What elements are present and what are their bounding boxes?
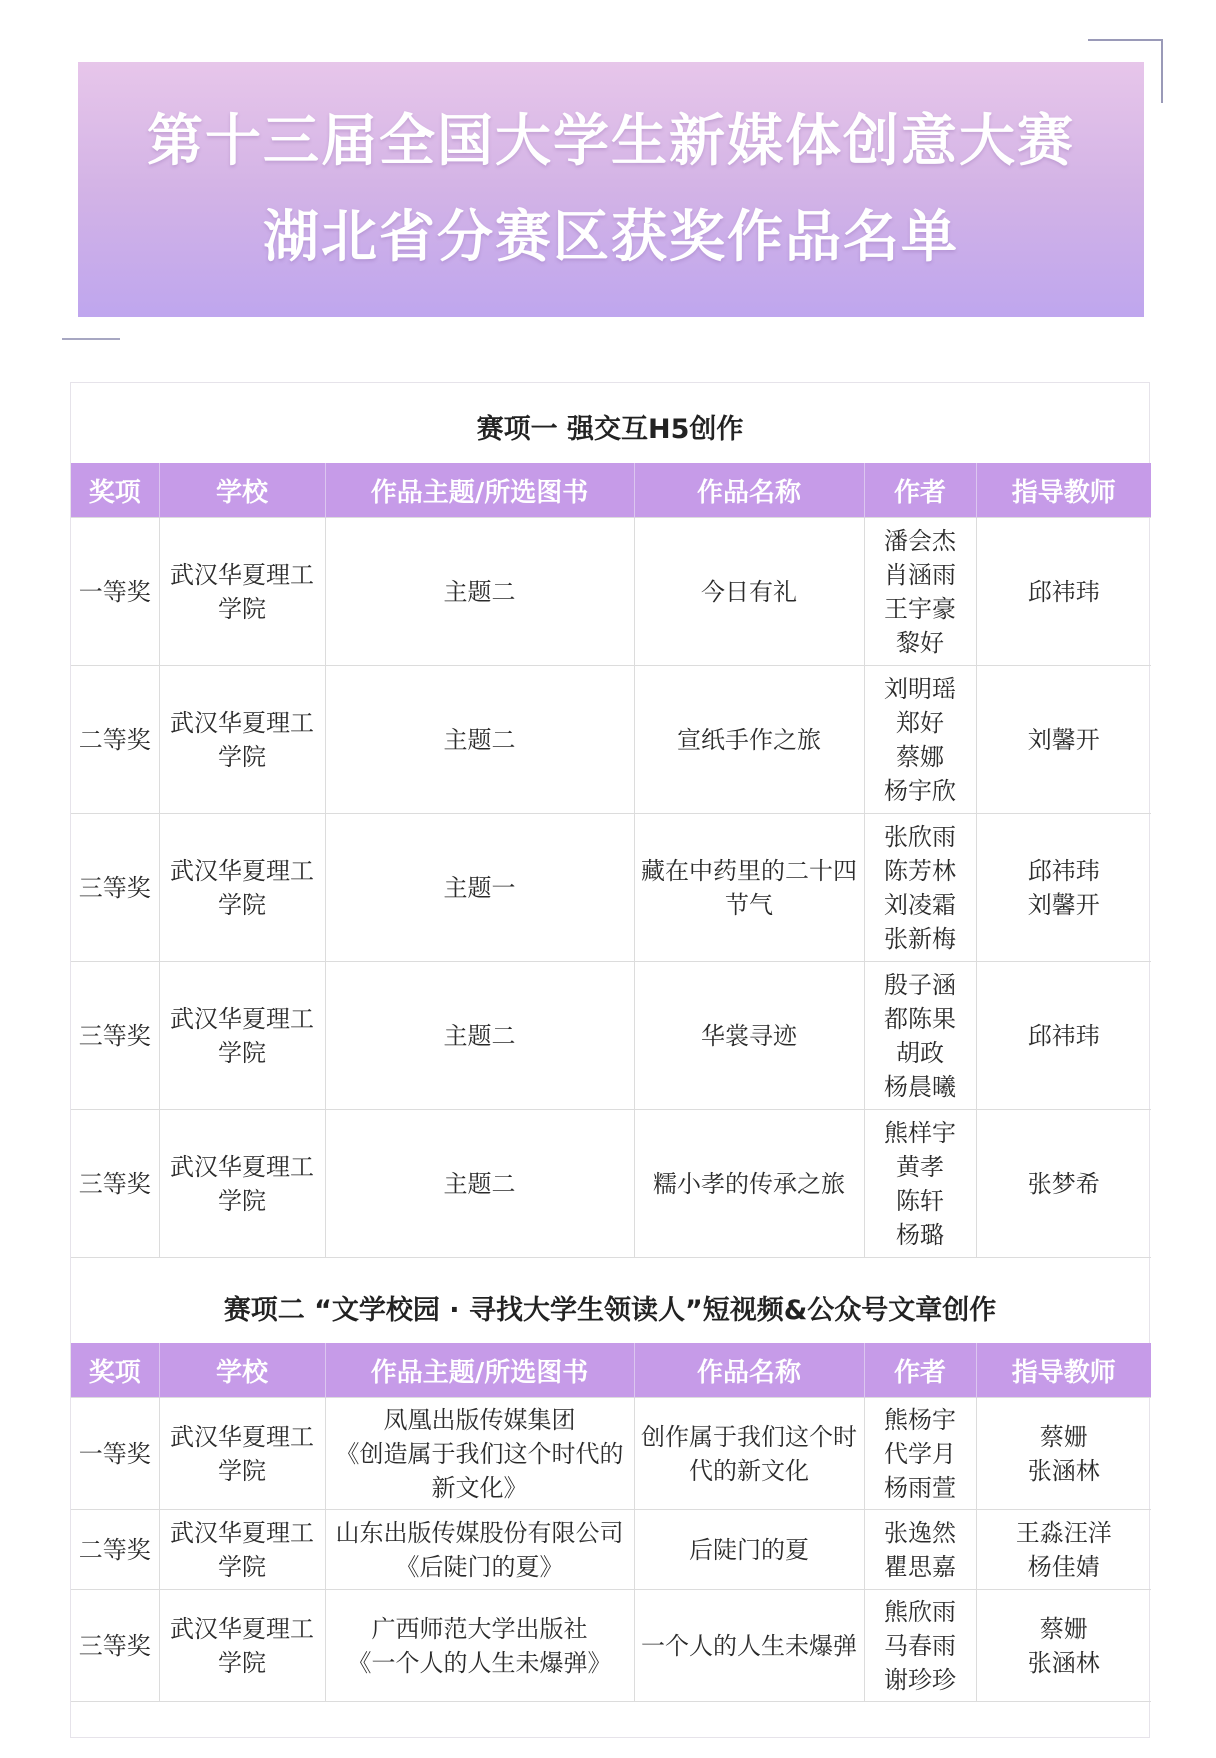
header-work-title: 作品名称 bbox=[634, 1343, 864, 1398]
authors-cell: 潘会杰 肖涵雨 王宇豪 黎好 bbox=[864, 518, 976, 666]
work-title-cell: 今日有礼 bbox=[634, 518, 864, 666]
authors-cell: 张欣雨 陈芳林 刘凌霜 张新梅 bbox=[864, 814, 976, 962]
authors-cell: 熊欣雨 马春雨 谢珍珍 bbox=[864, 1590, 976, 1702]
authors-cell: 殷子涵 都陈果 胡政 杨晨曦 bbox=[864, 962, 976, 1110]
work-title-cell: 藏在中药里的二十四 节气 bbox=[634, 814, 864, 962]
school-cell: 武汉华夏理工 学院 bbox=[159, 1510, 325, 1590]
award-cell: 二等奖 bbox=[71, 666, 159, 814]
header-authors: 作者 bbox=[864, 463, 976, 518]
award-cell: 二等奖 bbox=[71, 1510, 159, 1590]
section-2-table bbox=[71, 1343, 1151, 1702]
award-cell: 三等奖 bbox=[71, 1590, 159, 1702]
school-cell: 武汉华夏理工 学院 bbox=[159, 1110, 325, 1258]
theme-cell: 山东出版传媒股份有限公司 《后陡门的夏》 bbox=[325, 1510, 634, 1590]
header-school: 学校 bbox=[159, 463, 325, 518]
banner-title-line-1: 第十三届全国大学生新媒体创意大赛 bbox=[147, 108, 1075, 174]
table-row bbox=[71, 518, 1151, 666]
teacher-cell: 王淼汪洋 杨佳婧 bbox=[976, 1510, 1151, 1590]
header-theme: 作品主题/所选图书 bbox=[325, 463, 634, 518]
teacher-cell: 蔡姗 张涵林 bbox=[976, 1590, 1151, 1702]
award-cell: 三等奖 bbox=[71, 814, 159, 962]
authors-cell: 熊杨宇 代学月 杨雨萱 bbox=[864, 1398, 976, 1510]
header-award: 奖项 bbox=[71, 463, 159, 518]
teacher-cell: 张梦希 bbox=[976, 1110, 1151, 1258]
work-title-cell: 华裳寻迹 bbox=[634, 962, 864, 1110]
title-banner bbox=[78, 62, 1144, 317]
header-award: 奖项 bbox=[71, 1343, 159, 1398]
school-cell: 武汉华夏理工 学院 bbox=[159, 666, 325, 814]
work-title-cell: 后陡门的夏 bbox=[634, 1510, 864, 1590]
theme-cell: 主题二 bbox=[325, 666, 634, 814]
section-1-table bbox=[71, 463, 1151, 1258]
section-1-title: 赛项一 强交互H5创作 bbox=[476, 414, 744, 445]
work-title-cell: 糯小孝的传承之旅 bbox=[634, 1110, 864, 1258]
table-header-row bbox=[71, 463, 1151, 518]
header-teacher: 指导教师 bbox=[976, 463, 1151, 518]
authors-cell: 张逸然 瞿思嘉 bbox=[864, 1510, 976, 1590]
school-cell: 武汉华夏理工 学院 bbox=[159, 518, 325, 666]
theme-cell: 主题二 bbox=[325, 518, 634, 666]
table-row bbox=[71, 1398, 1151, 1510]
header-authors: 作者 bbox=[864, 1343, 976, 1398]
teacher-cell: 邱祎玮 bbox=[976, 962, 1151, 1110]
teacher-cell: 刘馨开 bbox=[976, 666, 1151, 814]
banner-title-line-2: 湖北省分赛区获奖作品名单 bbox=[263, 204, 959, 270]
table-row bbox=[71, 814, 1151, 962]
theme-cell: 主题二 bbox=[325, 962, 634, 1110]
school-cell: 武汉华夏理工 学院 bbox=[159, 1590, 325, 1702]
table-row bbox=[71, 962, 1151, 1110]
theme-cell: 主题二 bbox=[325, 1110, 634, 1258]
table-row bbox=[71, 1510, 1151, 1590]
award-cell: 三等奖 bbox=[71, 1110, 159, 1258]
header-teacher: 指导教师 bbox=[976, 1343, 1151, 1398]
school-cell: 武汉华夏理工 学院 bbox=[159, 1398, 325, 1510]
authors-cell: 刘明瑶 郑好 蔡娜 杨宇欣 bbox=[864, 666, 976, 814]
awards-sheet bbox=[70, 382, 1150, 1738]
header-school: 学校 bbox=[159, 1343, 325, 1398]
theme-cell: 凤凰出版传媒集团 《创造属于我们这个时代的 新文化》 bbox=[325, 1398, 634, 1510]
award-cell: 三等奖 bbox=[71, 962, 159, 1110]
award-cell: 一等奖 bbox=[71, 1398, 159, 1510]
header-work-title: 作品名称 bbox=[634, 463, 864, 518]
header-theme: 作品主题/所选图书 bbox=[325, 1343, 634, 1398]
work-title-cell: 一个人的人生未爆弹 bbox=[634, 1590, 864, 1702]
table-row bbox=[71, 666, 1151, 814]
table-row bbox=[71, 1590, 1151, 1702]
teacher-cell: 邱祎玮 刘馨开 bbox=[976, 814, 1151, 962]
teacher-cell: 蔡姗 张涵林 bbox=[976, 1398, 1151, 1510]
theme-cell: 主题一 bbox=[325, 814, 634, 962]
school-cell: 武汉华夏理工 学院 bbox=[159, 814, 325, 962]
theme-cell: 广西师范大学出版社 《一个人的人生未爆弹》 bbox=[325, 1590, 634, 1702]
authors-cell: 熊样宇 黄孝 陈轩 杨璐 bbox=[864, 1110, 976, 1258]
award-cell: 一等奖 bbox=[71, 518, 159, 666]
work-title-cell: 创作属于我们这个时 代的新文化 bbox=[634, 1398, 864, 1510]
teacher-cell: 邱祎玮 bbox=[976, 518, 1151, 666]
table-header-row bbox=[71, 1343, 1151, 1398]
divider-decoration bbox=[62, 338, 120, 340]
table-row bbox=[71, 1110, 1151, 1258]
school-cell: 武汉华夏理工 学院 bbox=[159, 962, 325, 1110]
section-2-title: 赛项二 “文学校园 · 寻找大学生领读人”短视频&公众号文章创作 bbox=[223, 1295, 997, 1326]
work-title-cell: 宣纸手作之旅 bbox=[634, 666, 864, 814]
